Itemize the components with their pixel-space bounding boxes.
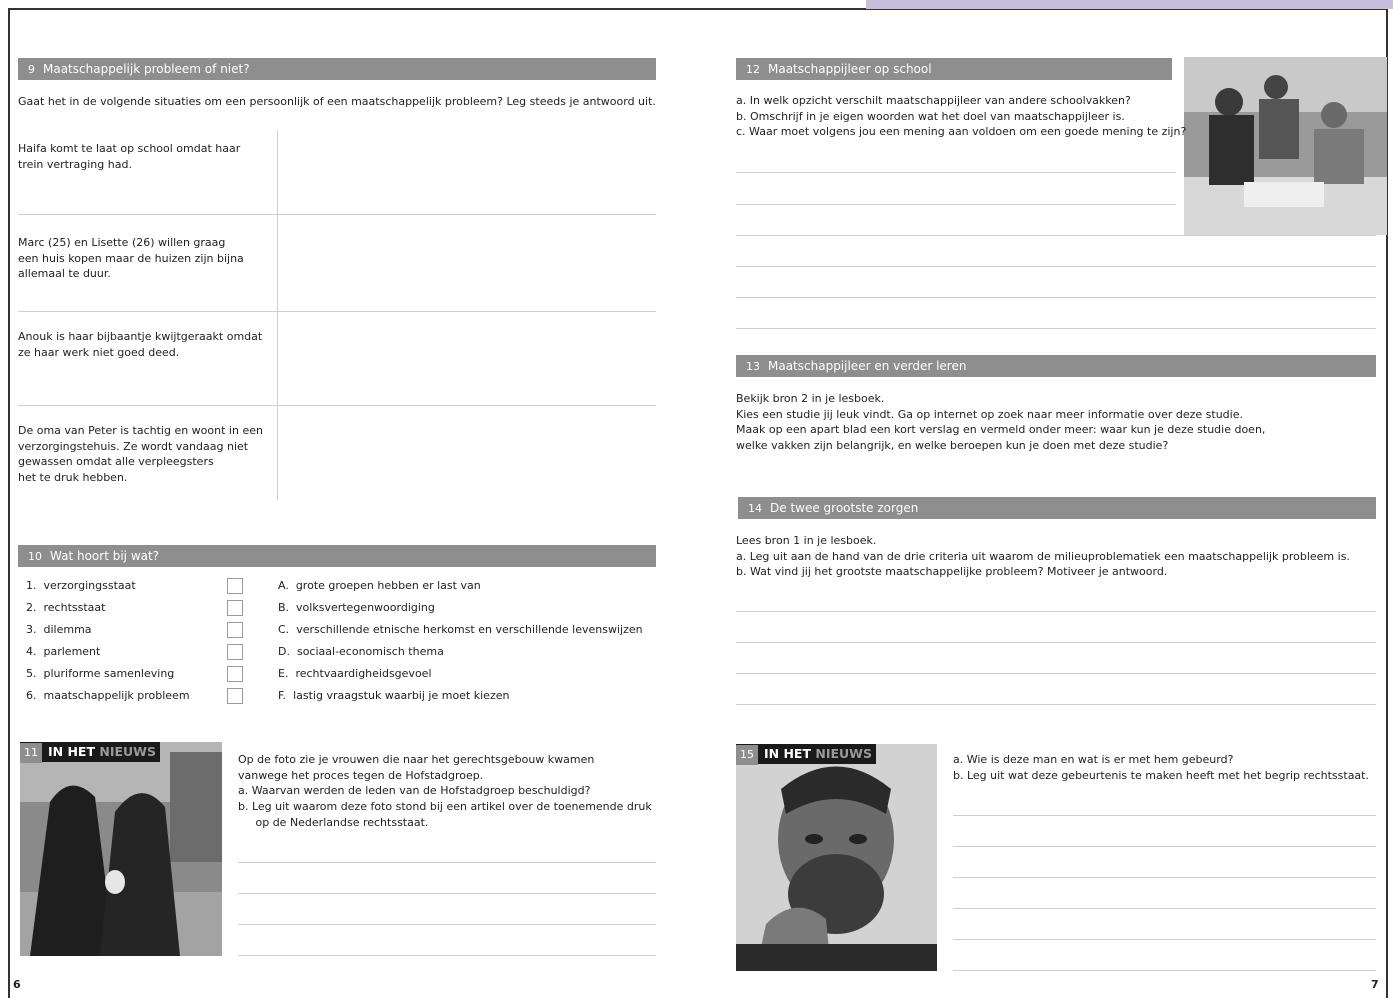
situation-2-line: een huis kopen maar de huizen zijn bijna xyxy=(18,251,244,265)
section-14-title: De twee grootste zorgen xyxy=(770,501,919,515)
section-13-line: Bekijk bron 2 in je lesboek. xyxy=(736,392,885,405)
section-15-line: a. Wie is deze man en wat is er met hem gebeurd? xyxy=(953,753,1234,766)
section-12-header xyxy=(736,58,1172,80)
term-number: 6. xyxy=(26,689,37,702)
news-tag-label: IN HET xyxy=(764,746,811,761)
definition-letter: B. xyxy=(278,601,290,614)
news-tag-label-accent: NIEUWS xyxy=(99,744,156,759)
photo-news-portrait xyxy=(736,744,937,971)
term-text: parlement xyxy=(43,645,101,658)
match-definition xyxy=(278,575,481,597)
definition-letter: A. xyxy=(278,579,289,592)
answer-checkbox[interactable] xyxy=(227,688,243,704)
section-11-line: a. Waarvan werden de leden van de Hofstadgroep beschuldigd? xyxy=(238,784,591,798)
section-9-intro: Gaat het in de volgende situaties om een persoonlijk of een maatschappelijk probleem? Leg steeds je antwoord uit. xyxy=(18,95,656,108)
match-definition xyxy=(278,685,509,707)
match-term xyxy=(26,597,105,619)
news-tag-label-accent: NIEUWS xyxy=(815,746,872,761)
match-term xyxy=(26,641,100,663)
definition-text: lastig vraagstuk waarbij je moet kiezen xyxy=(293,689,510,702)
section-11-line: b. Leg uit waarom deze foto stond bij een artikel over de toenemende druk xyxy=(238,800,652,814)
answer-line[interactable] xyxy=(238,893,656,894)
section-10-number: 10 xyxy=(28,550,42,563)
section-13-line: Kies een studie jij leuk vindt. Ga op internet op zoek naar meer informatie over deze studie. xyxy=(736,407,1243,421)
match-definition xyxy=(278,663,432,685)
term-number: 1. xyxy=(26,579,37,592)
situation-4-line: De oma van Peter is tachtig en woont in een xyxy=(18,424,263,437)
answer-line[interactable] xyxy=(736,328,1376,329)
situation-2-line: Marc (25) en Lisette (26) willen graag xyxy=(18,236,226,249)
section-9-title: Maatschappelijk probleem of niet? xyxy=(43,62,250,76)
page-tab-decoration xyxy=(866,0,1393,9)
definition-text: sociaal-economisch thema xyxy=(296,645,444,658)
answer-line[interactable] xyxy=(736,673,1376,674)
answer-line[interactable] xyxy=(953,970,1376,971)
section-14-text xyxy=(736,533,1350,580)
photo-veiled-women xyxy=(20,742,222,956)
definition-text: volksvertegenwoordiging xyxy=(296,601,435,614)
section-12-line: b. Omschrijf in je eigen woorden wat het doel van maatschappijleer is. xyxy=(736,109,1125,123)
answer-checkbox[interactable] xyxy=(227,666,243,682)
section-14-number: 14 xyxy=(748,502,762,515)
section-11-line: Op de foto zie je vrouwen die naar het gerechtsgebouw kwamen xyxy=(238,753,595,766)
section-12-text xyxy=(736,93,1186,140)
definition-letter: D. xyxy=(278,645,290,658)
match-definition xyxy=(278,641,444,663)
situation-1 xyxy=(18,141,240,172)
answer-line[interactable] xyxy=(953,846,1376,847)
situation-4-line: gewassen omdat alle verpleegsters xyxy=(18,455,214,469)
term-text: pluriforme samenleving xyxy=(43,667,175,680)
answer-checkbox[interactable] xyxy=(227,578,243,594)
match-term xyxy=(26,685,190,707)
section-9-row-divider xyxy=(18,311,656,312)
answer-line[interactable] xyxy=(238,862,656,863)
answer-line[interactable] xyxy=(736,204,1176,205)
answer-line[interactable] xyxy=(238,955,656,956)
section-12-line: a. In welk opzicht verschilt maatschappijleer van andere schoolvakken? xyxy=(736,94,1131,107)
page-number-right: 7 xyxy=(1371,978,1379,991)
section-12-line: c. Waar moet volgens jou een mening aan voldoen om een goede mening te zijn? xyxy=(736,125,1187,139)
news-tag-11 xyxy=(20,742,160,762)
answer-line[interactable] xyxy=(736,172,1176,173)
section-14-line: Lees bron 1 in je lesboek. xyxy=(736,534,877,547)
section-15-number: 15 xyxy=(736,745,758,765)
answer-line[interactable] xyxy=(736,704,1376,705)
match-term xyxy=(26,575,136,597)
answer-line[interactable] xyxy=(736,266,1376,267)
section-9-header xyxy=(18,58,656,80)
match-term xyxy=(26,663,174,685)
section-11-line: op de Nederlandse rechtsstaat. xyxy=(238,815,429,829)
section-9-number: 9 xyxy=(28,63,35,76)
definition-text: verschillende etnische herkomst en verschillende levenswijzen xyxy=(296,623,643,636)
section-13-line: Maak op een apart blad een kort verslag en vermeld onder meer: waar kun je deze studie doen, xyxy=(736,423,1266,437)
section-11-line: vanwege het proces tegen de Hofstadgroep. xyxy=(238,768,484,782)
section-13-header xyxy=(736,355,1376,377)
answer-line[interactable] xyxy=(736,235,1376,236)
answer-line[interactable] xyxy=(736,297,1376,298)
answer-checkbox[interactable] xyxy=(227,622,243,638)
news-tag-15 xyxy=(736,744,876,764)
term-number: 2. xyxy=(26,601,37,614)
section-12-title: Maatschappijleer op school xyxy=(768,62,932,76)
section-9-row-divider xyxy=(18,214,656,215)
answer-checkbox[interactable] xyxy=(227,600,243,616)
definition-letter: E. xyxy=(278,667,289,680)
answer-line[interactable] xyxy=(953,815,1376,816)
term-text: dilemma xyxy=(43,623,92,636)
answer-line[interactable] xyxy=(238,924,656,925)
page-number-left: 6 xyxy=(13,978,21,991)
section-10-title: Wat hoort bij wat? xyxy=(50,549,160,563)
section-12-number: 12 xyxy=(746,63,760,76)
answer-line[interactable] xyxy=(953,939,1376,940)
term-text: verzorgingsstaat xyxy=(43,579,136,592)
match-term xyxy=(26,619,92,641)
situation-3-line: ze haar werk niet goed deed. xyxy=(18,345,180,359)
section-10-header xyxy=(18,545,656,567)
section-13-line: welke vakken zijn belangrijk, en welke beroepen kun je doen met deze studie? xyxy=(736,439,1169,453)
situation-3-line: Anouk is haar bijbaantje kwijtgeraakt omdat xyxy=(18,330,263,343)
section-9-column-divider xyxy=(277,130,278,500)
section-15-line: b. Leg uit wat deze gebeurtenis te maken heeft met het begrip rechtsstaat. xyxy=(953,768,1369,782)
news-tag-label: IN HET xyxy=(48,744,95,759)
match-definition xyxy=(278,619,643,641)
answer-line[interactable] xyxy=(953,877,1376,878)
term-text: rechtsstaat xyxy=(43,601,106,614)
term-text: maatschappelijk probleem xyxy=(43,689,190,702)
section-11-text xyxy=(238,752,652,831)
situation-4-line: het te druk hebben. xyxy=(18,471,128,485)
term-number: 3. xyxy=(26,623,37,636)
term-number: 5. xyxy=(26,667,37,680)
situation-1-line: Haifa komt te laat op school omdat haar xyxy=(18,142,241,155)
term-number: 4. xyxy=(26,645,37,658)
section-13-title: Maatschappijleer en verder leren xyxy=(768,359,967,373)
photo-students-classroom xyxy=(1184,57,1387,235)
section-14-line: b. Wat vind jij het grootste maatschappelijke probleem? Motiveer je antwoord. xyxy=(736,565,1168,579)
definition-letter: C. xyxy=(278,623,290,636)
answer-line[interactable] xyxy=(736,611,1376,612)
answer-line[interactable] xyxy=(953,908,1376,909)
section-14-header xyxy=(738,497,1376,519)
section-14-line: a. Leg uit aan de hand van de drie criteria uit waarom de milieuproblematiek een maatschappelijk probleem is. xyxy=(736,549,1350,563)
section-9-row-divider xyxy=(18,405,656,406)
section-13-number: 13 xyxy=(746,360,760,373)
section-11-number: 11 xyxy=(20,743,42,763)
situation-1-line: trein vertraging had. xyxy=(18,157,132,171)
definition-text: grote groepen hebben er last van xyxy=(295,579,481,592)
match-definition xyxy=(278,597,435,619)
answer-checkbox[interactable] xyxy=(227,644,243,660)
definition-letter: F. xyxy=(278,689,287,702)
situation-3 xyxy=(18,329,262,360)
section-13-text xyxy=(736,391,1265,454)
situation-4-line: verzorgingstehuis. Ze wordt vandaag niet xyxy=(18,439,249,453)
definition-text: rechtvaardigheidsgevoel xyxy=(295,667,432,680)
answer-line[interactable] xyxy=(736,642,1376,643)
situation-4 xyxy=(18,423,263,486)
section-15-text xyxy=(953,752,1369,783)
situation-2 xyxy=(18,235,244,282)
situation-2-line: allemaal te duur. xyxy=(18,267,111,281)
